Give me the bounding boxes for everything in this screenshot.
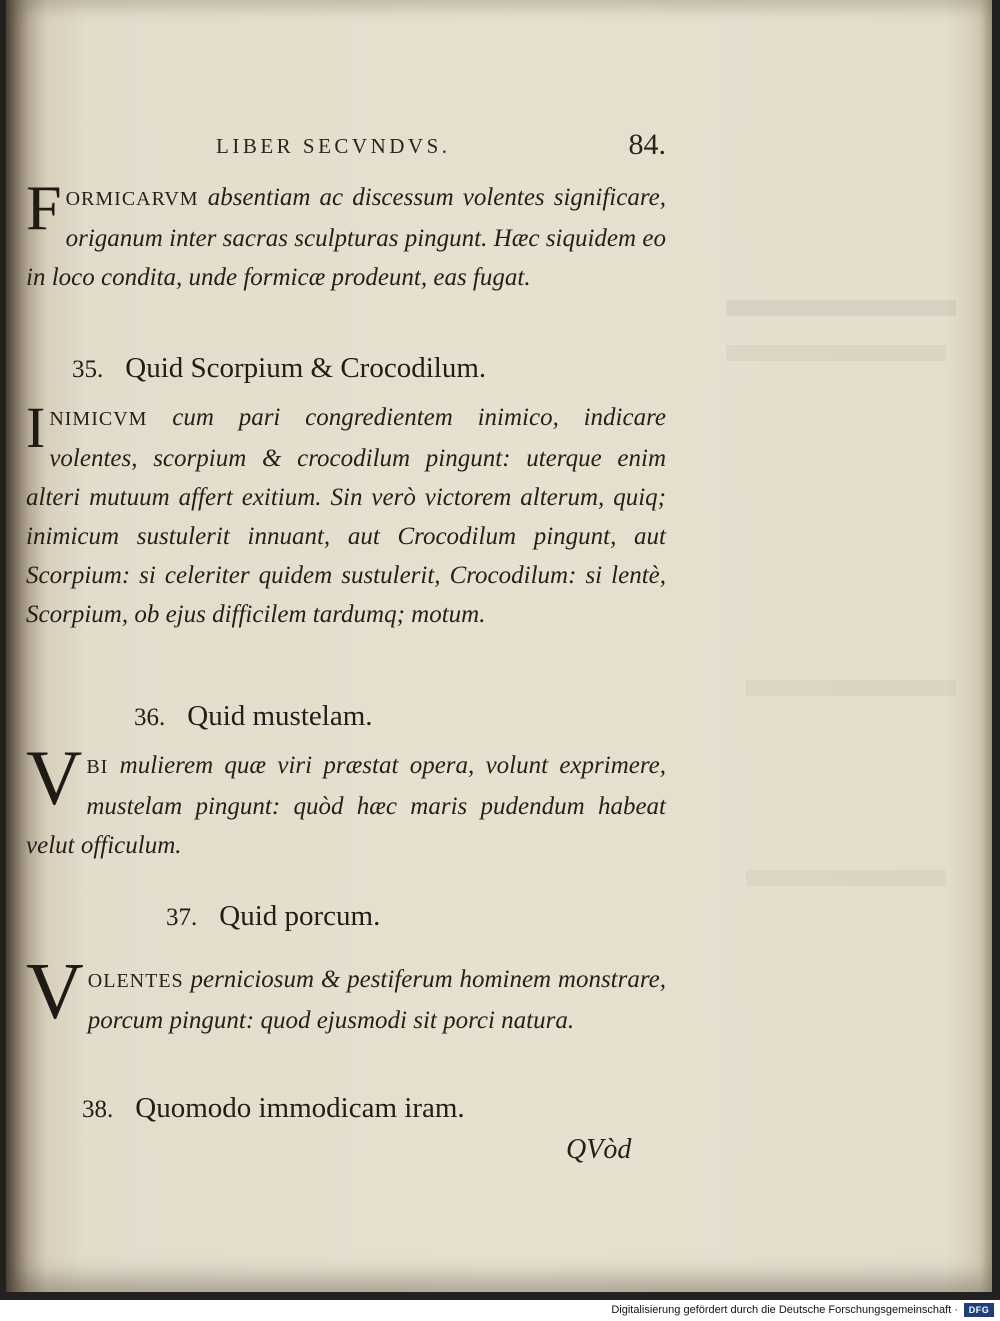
paragraph-body: mulierem quæ viri præstat opera, volunt exprimere, mustelam pingunt: quòd hæc maris pudendum habeat velut officulum. [26, 752, 667, 859]
section-number: 38. [82, 1096, 114, 1123]
paragraph-body: perniciosum & pestiferum hominem monstrare, porcum pingunt: quod ejusmodi sit porci natura. [87, 966, 666, 1034]
page-header [216, 128, 666, 168]
funding-credit: Digitalisierung gefördert durch die Deutsche Forschungsgemeinschaft · [611, 1304, 958, 1316]
paragraph-lead: NIMICVM [49, 408, 148, 430]
page-number: 84. [628, 128, 666, 161]
drop-cap: F [26, 172, 62, 243]
catchword: QVòd [566, 1134, 632, 1165]
drop-cap: V [26, 948, 84, 1036]
show-through [726, 300, 956, 316]
show-through [746, 870, 946, 886]
paragraph-formicarum [26, 172, 666, 297]
section-number: 36. [134, 704, 166, 731]
section-heading [82, 1092, 465, 1125]
dfg-logo: DFG [964, 1303, 994, 1317]
paragraph-mustela [26, 734, 667, 865]
section-heading [72, 352, 486, 385]
show-through [726, 345, 946, 361]
section-title: Quid mustelam. [187, 700, 373, 732]
paragraph-body: absentiam ac discessum volentes significare, origanum inter sacras sculpturas pingunt. Hæc siquidem eo in loco condita, unde formicæ prodeunt, eas fugat. [26, 184, 666, 291]
section-title: Quomodo immodicam iram. [135, 1092, 465, 1124]
section-number: 37. [166, 904, 198, 931]
running-head: LIBER SECVNDVS. [216, 134, 451, 158]
section-heading [166, 900, 380, 933]
paragraph-porcum [26, 948, 666, 1040]
digitization-footer [0, 1300, 1000, 1321]
section-number: 35. [72, 356, 104, 383]
book-page [6, 0, 992, 1292]
section-title: Quid Scorpium & Crocodilum. [125, 352, 487, 384]
show-through [746, 680, 956, 696]
drop-cap: V [26, 734, 83, 821]
section-heading [134, 700, 373, 733]
paragraph-lead: ORMICARVM [65, 188, 199, 210]
paragraph-body: cum pari congredientem inimico, indicare volentes, scorpium & crocodilum pingunt: uterque enim alteri mutuum affert exitium. Sin verò victorem alterum, quiq; inimicum sustulerit innuant, aut Crocodilum pingunt, aut Scorpium: si celeriter quidem sustulerit, Crocodilum: si lentè, Scorpium, ob ejus difficilem tardumq; motum. [26, 404, 666, 628]
section-title: Quid porcum. [219, 900, 381, 932]
paragraph-inimicum [26, 395, 666, 634]
drop-cap: I [26, 395, 46, 460]
paragraph-lead: BI [86, 756, 109, 778]
paragraph-lead: OLENTES [87, 970, 184, 992]
